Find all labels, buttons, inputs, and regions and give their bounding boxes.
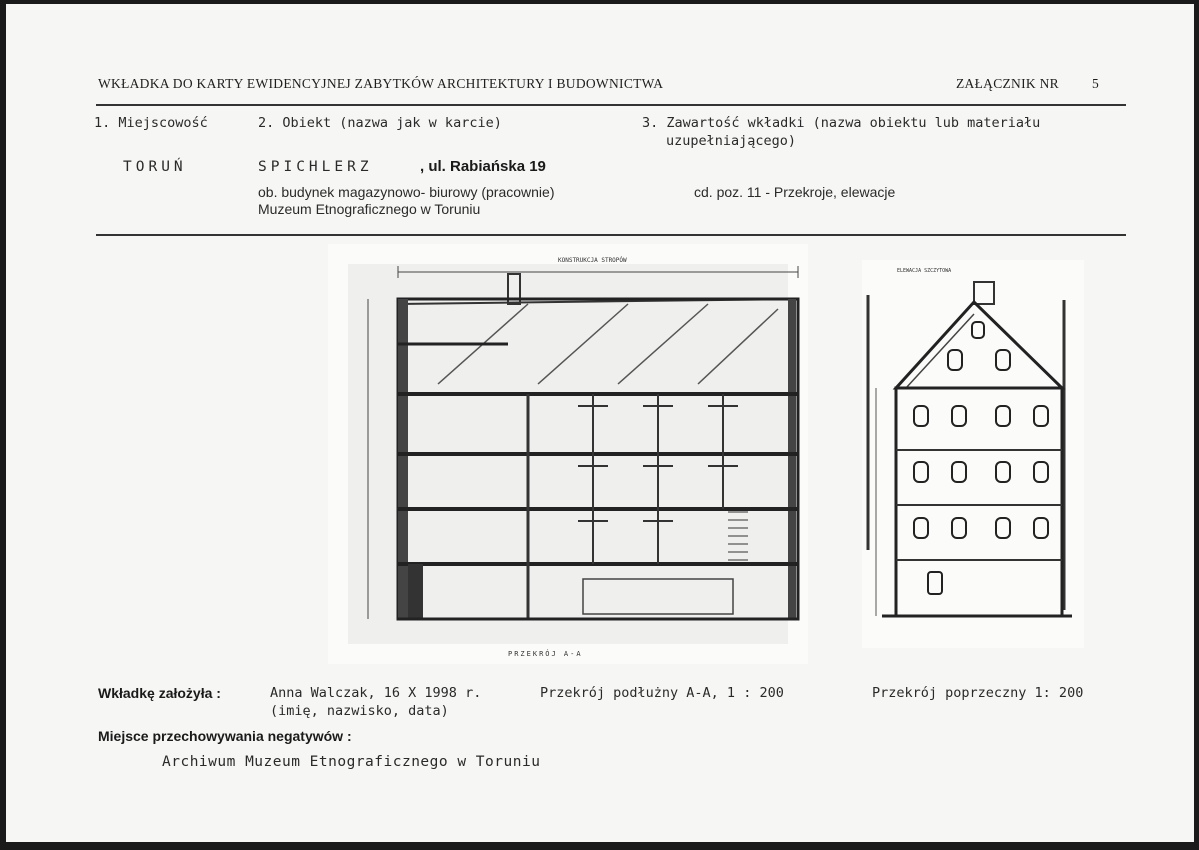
document-title: WKŁADKA DO KARTY EWIDENCYJNEJ ZABYTKÓW ARCHITEKTURY I BUDOWNICTWA [98, 76, 664, 91]
cross-title: ELEWACJA SZCZYTOWA [897, 268, 952, 274]
cross-section-svg [862, 260, 1084, 648]
content-label-line2: uzupełniającego) [666, 133, 797, 149]
created-by-label: Wkładkę założyła : [98, 685, 221, 701]
object-desc-line1: ob. budynek magazynowo- biurowy (pracownie) [258, 184, 555, 200]
created-by-hint: (imię, nazwisko, data) [270, 703, 449, 719]
longitudinal-footer-label: PRZEKRÓJ A-A [508, 650, 583, 658]
annex-label: ZAŁĄCZNIK NR [956, 76, 1059, 91]
annex-number: 5 [1092, 76, 1100, 91]
object-label: 2. Obiekt (nazwa jak w karcie) [258, 115, 502, 131]
negatives-label: Miejsce przechowywania negatywów : [98, 728, 352, 744]
object-name: SPICHLERZ [258, 159, 373, 175]
cross-section-drawing [862, 260, 1084, 648]
header-rule [96, 104, 1126, 106]
fields-rule [96, 234, 1126, 236]
longitudinal-title: KONSTRUKCJA STROPÓW [558, 257, 627, 264]
place-value: TORUŃ [123, 159, 187, 175]
longitudinal-section-svg [328, 244, 808, 664]
object-address: , ul. Rabiańska 19 [420, 158, 546, 175]
caption-longitudinal: Przekrój podłużny A-A, 1 : 200 [540, 685, 784, 701]
caption-cross: Przekrój poprzeczny 1: 200 [872, 685, 1084, 701]
negatives-value: Archiwum Muzeum Etnograficznego w Toruniu [162, 754, 541, 770]
document-sheet [6, 4, 1194, 842]
content-value: cd. poz. 11 - Przekroje, elewacje [694, 184, 896, 200]
longitudinal-section-drawing [328, 244, 808, 664]
object-desc-line2: Muzeum Etnograficznego w Toruniu [258, 201, 481, 217]
created-by-value: Anna Walczak, 16 X 1998 r. [270, 685, 482, 701]
place-label: 1. Miejscowość [94, 115, 208, 131]
content-label-line1: 3. Zawartość wkładki (nazwa obiektu lub materiału [642, 115, 1041, 131]
